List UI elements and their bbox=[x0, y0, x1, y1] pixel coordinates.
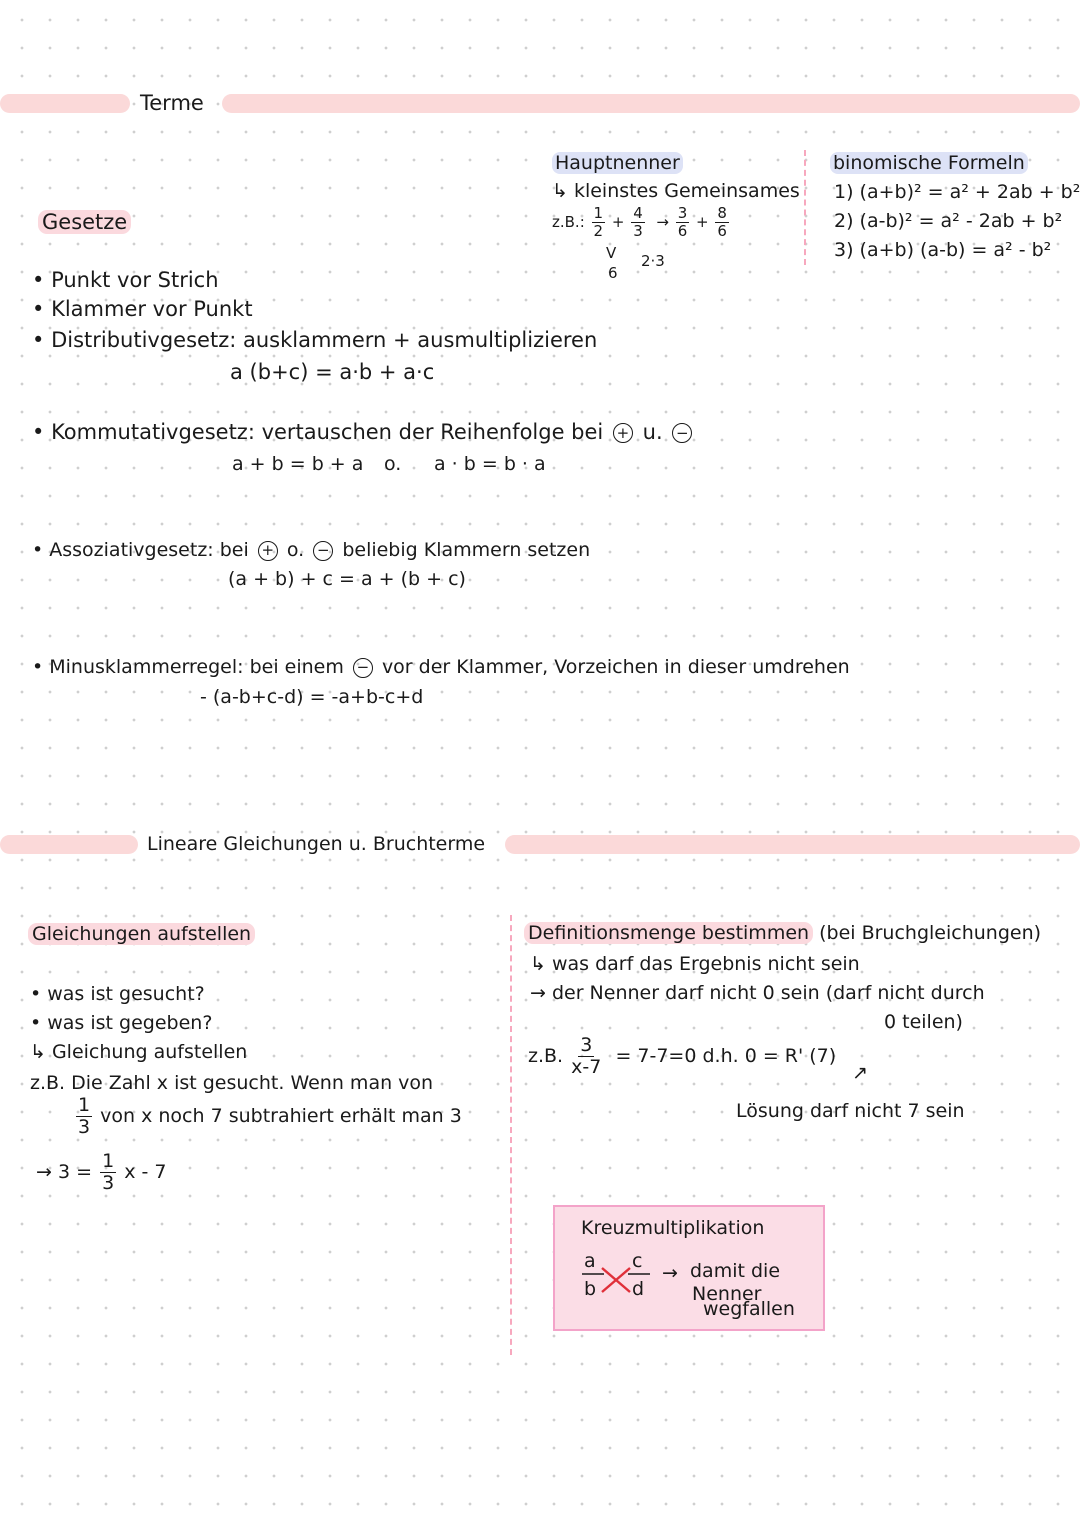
bullet-klammer-vor-punkt: • Klammer vor Punkt bbox=[32, 297, 253, 321]
section-title-lineare-gleichungen: Lineare Gleichungen u. Bruchterme bbox=[147, 833, 486, 855]
aufstellen-gleichung: ↳ Gleichung aufstellen bbox=[30, 1041, 248, 1063]
divider-bottom bbox=[510, 915, 512, 1355]
hauptnenner-line: ↳ kleinstes Gemeinsames bbox=[552, 180, 800, 202]
definition-heading: Definitionsmenge bestimmen (bei Bruchgleichungen) bbox=[524, 922, 1041, 944]
bullet-distributivgesetz: • Distributivgesetz: ausklammern + ausmultiplizieren bbox=[32, 328, 598, 352]
section-title-terme: Terme bbox=[140, 91, 204, 115]
kreuz-text-2: Nenner bbox=[692, 1283, 762, 1305]
definition-line-3: 0 teilen) bbox=[884, 1011, 963, 1033]
aufstellen-bullet-gesucht: • was ist gesucht? bbox=[30, 983, 205, 1005]
definition-line-2: → der Nenner darf nicht 0 sein (darf nicht durch bbox=[530, 982, 985, 1004]
definition-line-1: ↳ was darf das Ergebnis nicht sein bbox=[530, 953, 860, 975]
kreuz-text-1: damit die bbox=[690, 1260, 781, 1282]
binomisch-formula-1: 1) (a+b)² = a² + 2ab + b² bbox=[834, 181, 1080, 203]
kommutativ-or: o. bbox=[384, 453, 402, 475]
aufstellen-result: → 3 = $\frac{1}{3}$ x - 7 bbox=[36, 1150, 167, 1194]
aufstellen-bullet-gegeben: • was ist gegeben? bbox=[30, 1012, 213, 1034]
assoziativ-formula: (a + b) + c = a + (b + c) bbox=[228, 568, 466, 590]
divider-top bbox=[804, 150, 806, 265]
kreuz-text-3: wegfallen bbox=[703, 1298, 795, 1320]
bullet-assoziativgesetz: • Assoziativgesetz: bei + o. − beliebig Klammern setzen bbox=[32, 539, 591, 561]
distributiv-formula: a (b+c) = a·b + a·c bbox=[230, 360, 435, 384]
kreuz-c: c bbox=[632, 1250, 643, 1272]
kommutativ-formula-mul: a · b = b · a bbox=[434, 453, 546, 475]
minus-circle-icon: − bbox=[672, 423, 692, 443]
kreuz-d: d bbox=[632, 1278, 645, 1300]
minus-circle-icon: − bbox=[313, 541, 333, 561]
hauptnenner-v: V bbox=[606, 244, 617, 262]
cross-icon bbox=[580, 1262, 652, 1298]
kreuz-a: a bbox=[584, 1250, 596, 1272]
binomisch-heading: binomische Formeln bbox=[830, 152, 1028, 174]
gesetze-heading: Gesetze bbox=[38, 210, 131, 234]
plus-circle-icon: + bbox=[258, 541, 278, 561]
plus-circle-icon: + bbox=[613, 423, 633, 443]
bullet-minusklammerregel: • Minusklammerregel: bei einem − vor der Klammer, Vorzeichen in dieser umdrehen bbox=[32, 656, 850, 678]
minusklammer-formula: - (a-b+c-d) = -a+b-c+d bbox=[200, 686, 424, 708]
hauptnenner-example: z.B.: $\frac{1}{2}$ + $\frac{4}{3}$ → $\frac{3}{6}$ + $\frac{8}{6}$ bbox=[552, 204, 727, 240]
hauptnenner-product: 2·3 bbox=[641, 252, 665, 270]
kommutativ-formula-add: a + b = b + a bbox=[232, 453, 364, 475]
title-band-left-2 bbox=[0, 835, 138, 854]
kreuz-arrow: → bbox=[662, 1262, 678, 1284]
title-band-right bbox=[222, 94, 1080, 113]
arrow-up-icon: ↗ bbox=[852, 1062, 868, 1084]
kreuz-b: b bbox=[584, 1278, 597, 1300]
binomisch-formula-2: 2) (a-b)² = a² - 2ab + b² bbox=[834, 210, 1063, 232]
title-band-right-2 bbox=[505, 835, 1080, 854]
aufstellen-heading: Gleichungen aufstellen bbox=[28, 923, 255, 945]
bullet-punkt-vor-strich: • Punkt vor Strich bbox=[32, 268, 219, 292]
kreuz-heading: Kreuzmultiplikation bbox=[581, 1217, 765, 1239]
title-band-left bbox=[0, 94, 130, 113]
aufstellen-example-1: z.B. Die Zahl x ist gesucht. Wenn man von bbox=[30, 1072, 434, 1094]
hauptnenner-common: 6 bbox=[608, 264, 618, 282]
aufstellen-example-2: $\frac{1}{3}$ von x noch 7 subtrahiert erhält man 3 bbox=[78, 1094, 462, 1138]
definition-example: z.B. $\frac{3}{x-7}$ = 7-7=0 d.h. 0 = R' (7) bbox=[528, 1034, 837, 1078]
minus-circle-icon: − bbox=[353, 658, 373, 678]
definition-loesung: Lösung darf nicht 7 sein bbox=[736, 1100, 965, 1122]
hauptnenner-heading: Hauptnenner bbox=[552, 152, 683, 174]
bullet-kommutativgesetz: • Kommutativgesetz: vertauschen der Reihenfolge bei + u. − bbox=[32, 420, 695, 444]
binomisch-formula-3: 3) (a+b) (a-b) = a² - b² bbox=[834, 239, 1052, 261]
